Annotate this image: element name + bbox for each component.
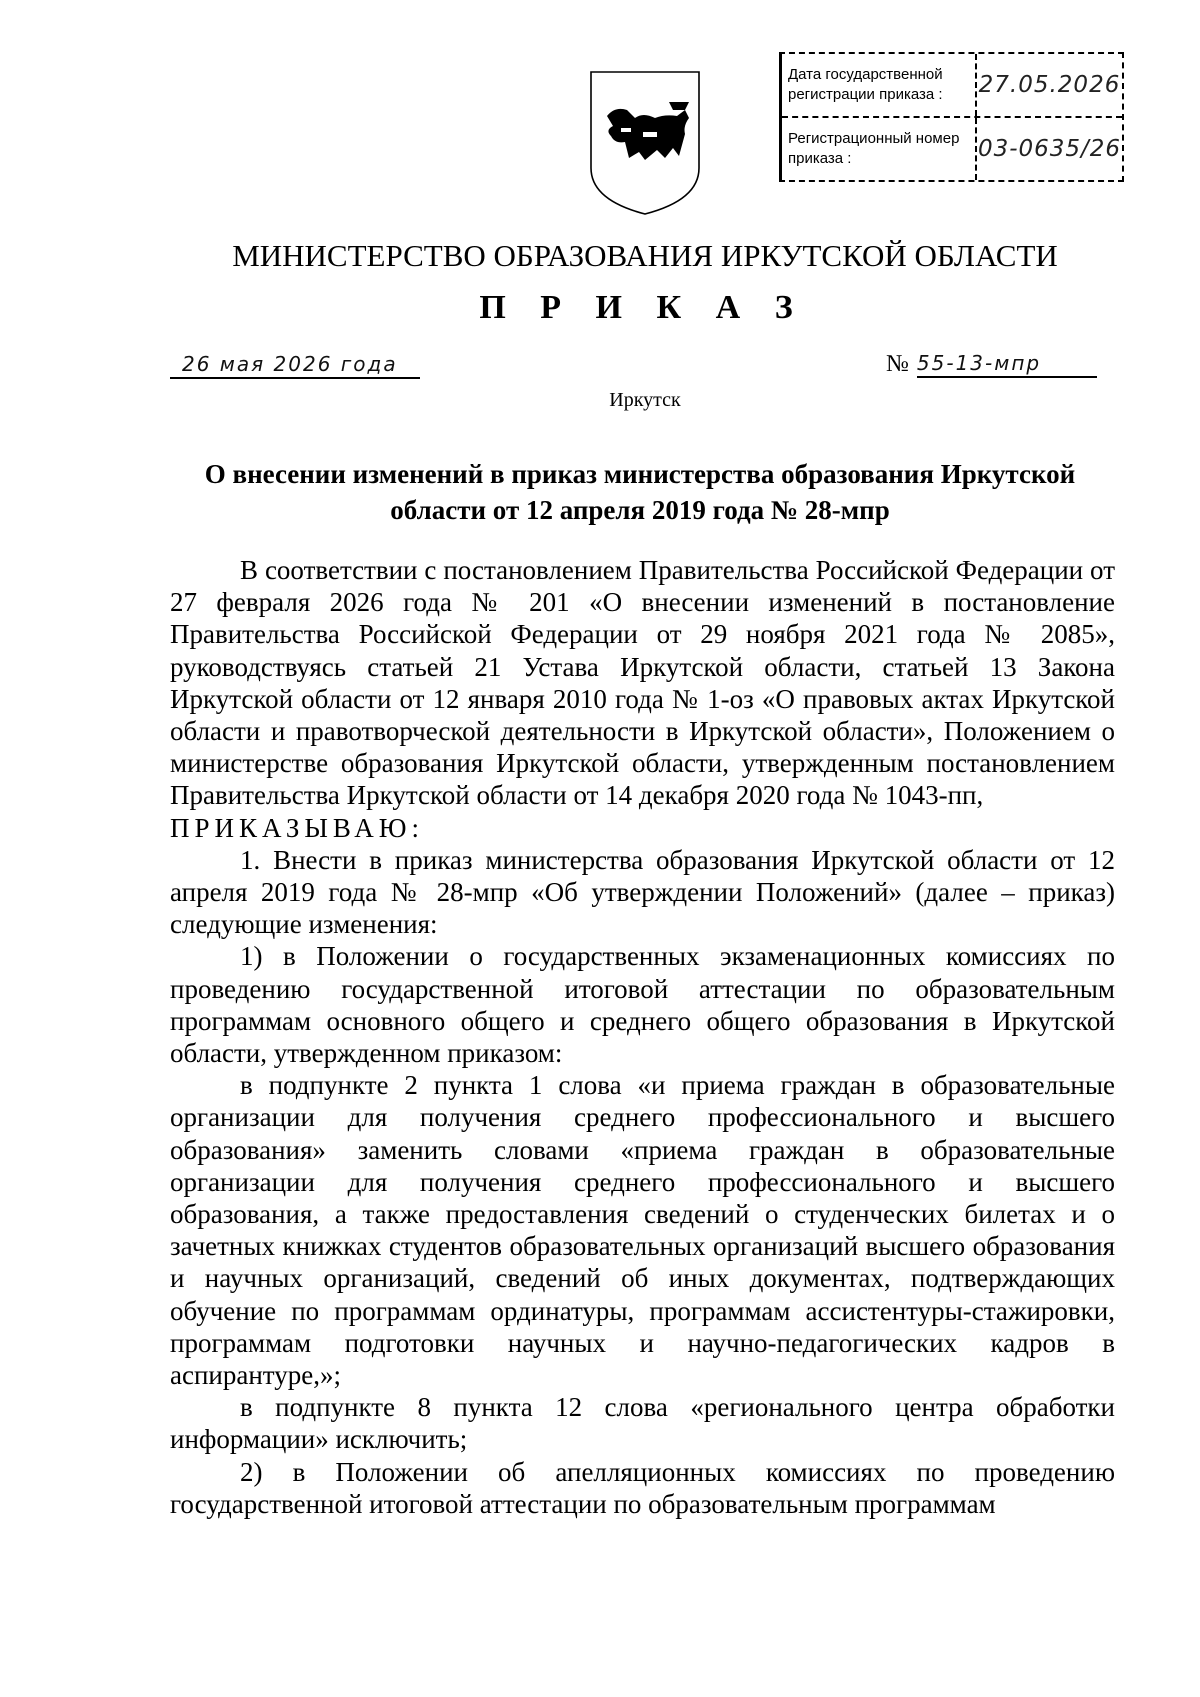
order-number: 55-13-мпр [917,350,1097,378]
coat-of-arms-emblem [585,68,705,218]
amendment-paragraph-1: в подпункте 2 пункта 1 слова «и приема граждан в образовательные организации для получения среднего профессионального и высшего образования» заменить словами «приема граждан в образовательные организации для получения среднего профессионального и высшего образования, а также предоставления сведений о студенческих билетах и о зачетных книжках студентов образовательных организаций высшего образования и научных организаций, сведений об иных документах, подтверждающих обучение по программам ординатуры, программам ассистентуры-стажировки, программам подготовки научных и научно-педагогических кадров в аспирантуре,»; [170,1070,1115,1391]
order-title: П Р И К А З [479,289,806,326]
registration-number-value: 03-0635/26 [977,136,1122,162]
order-date: 26 мая 2026 года [170,351,420,379]
subitem-1-paragraph: 1) в Положении о государственных экзаменационных комиссиях по проведению государственной итоговой аттестации по образовательным программам основного общего и среднего общего образования в Иркутской области, утвержденном приказом: [170,941,1115,1069]
registration-stamp [779,52,1124,182]
order-number-block [886,350,1097,378]
registration-number-row [782,116,1122,180]
item-1-paragraph: 1. Внести в приказ министерства образования Иркутской области от 12 апреля 2019 года № 28-мпр «Об утверждении Положений» (далее – приказ) следующие изменения: [170,844,1115,940]
order-body [170,554,1115,1520]
preamble-paragraph: В соответствии с постановлением Правительства Российской Федерации от 27 февраля 2026 года № 201 «О внесении изменений в постановление Правительства Российской Федерации от 29 ноября 2021 года № 2085», руководствуясь статьей 21 Устава Иркутской области, статьей 13 Закона Иркутской области от 12 января 2010 года № 1-оз «О правовых актах Иркутской области и правотворческой деятельности в Иркутской области», Положением о министерстве образования Иркутской области, утвержденным постановлением Правительства Иркутской области от 14 декабря 2020 года № 1043-пп, [170,555,1115,811]
registration-number-label: Регистрационный номер приказа : [782,118,977,180]
registration-date-row [782,54,1122,116]
ministry-name: МИНИСТЕРСТВО ОБРАЗОВАНИЯ ИРКУТСКОЙ ОБЛАСТИ [232,238,1058,273]
subitem-2-paragraph: 2) в Положении об апелляционных комиссиях по проведению государственной итоговой аттестации по образовательным программам [170,1456,1115,1519]
registration-date-label: Дата государственной регистрации приказа : [782,54,977,116]
amendment-paragraph-2: в подпункте 8 пункта 12 слова «регионального центра обработки информации» исключить; [170,1392,1115,1455]
order-word: ПРИКАЗЫВАЮ: [170,812,424,843]
number-sign: № [886,351,909,377]
city-name: Иркутск [609,389,681,411]
registration-date-value: 27.05.2026 [978,72,1121,98]
emblem-shield-icon [585,68,705,218]
order-subject: О внесении изменений в приказ министерства образования Иркутской области от 12 апреля 2019 года № 28-мпр [204,459,1076,525]
